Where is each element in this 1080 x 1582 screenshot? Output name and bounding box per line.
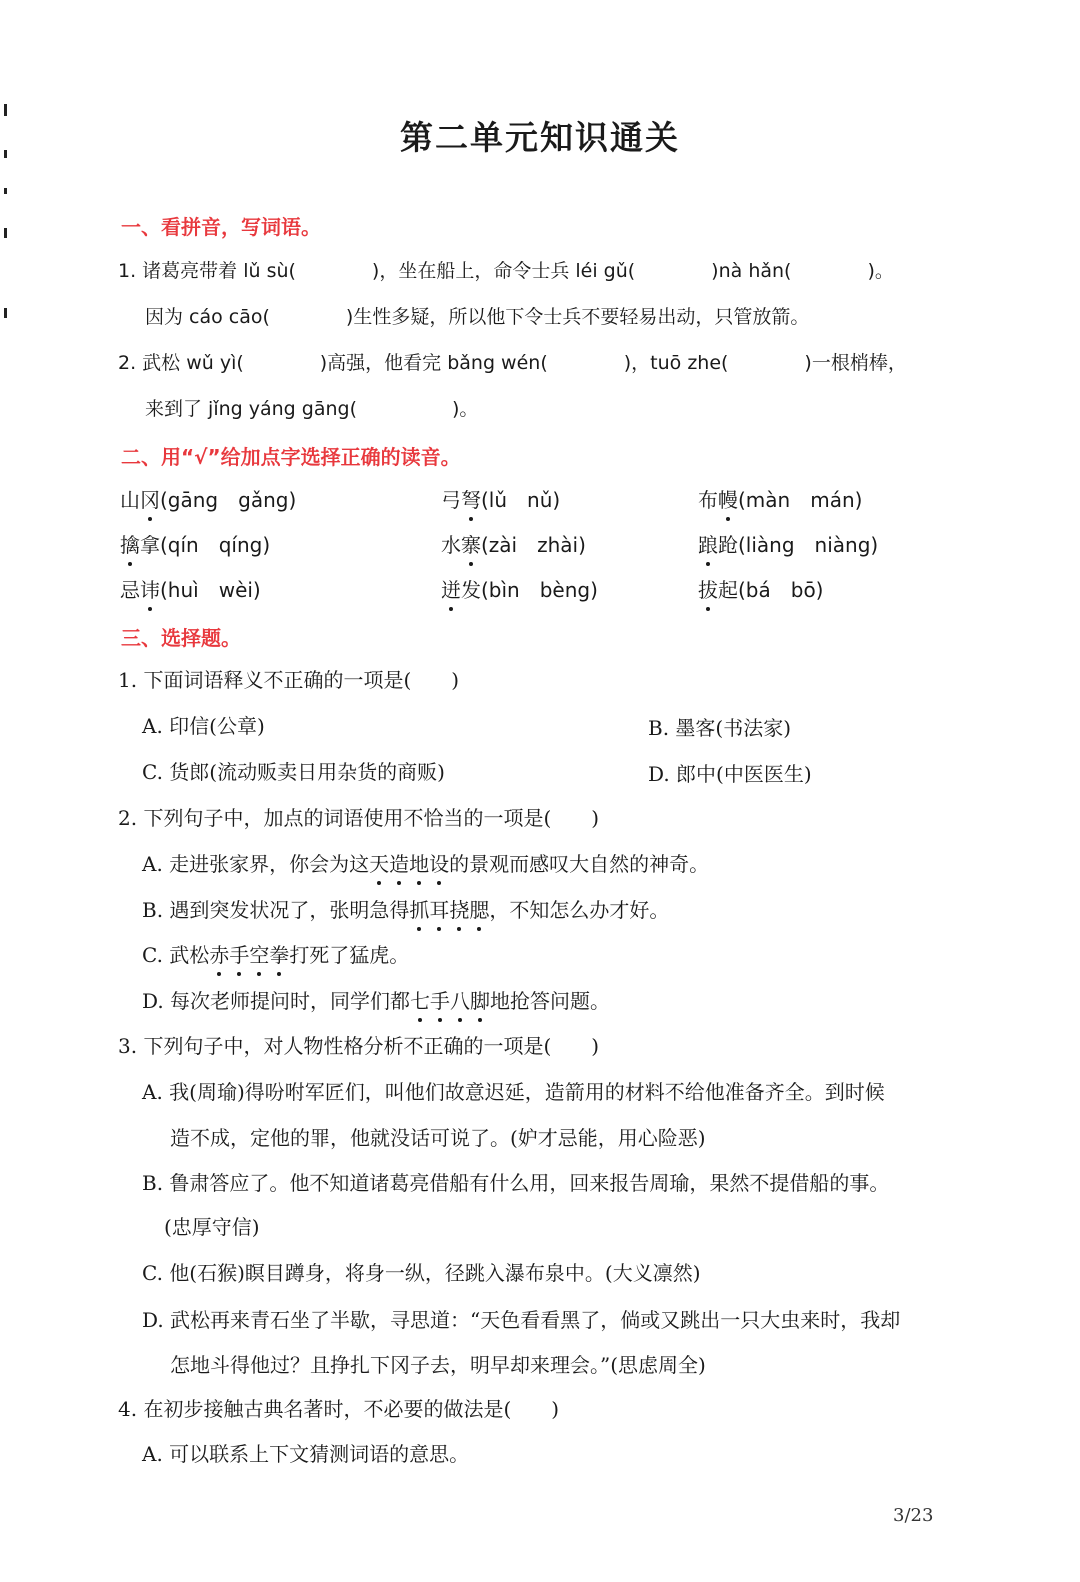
option-3-1-a: A. 印信(公章) — [142, 714, 265, 738]
pronunciation-item: 忌讳(huì wèi) — [120, 575, 261, 605]
option-3-2-a: A. 走进张家界，你会为这天造地设的景观而感叹大自然的神奇。 — [142, 849, 709, 879]
section-heading-pinyin: 一、看拼音，写词语。 — [121, 215, 321, 239]
question-1-1-line2: 因为 cáo cāo( )生性多疑，所以他下令士兵不要轻易出动，只管放箭。 — [145, 306, 810, 328]
question-1-2-line2: 来到了 jǐng yáng gāng( )。 — [145, 398, 479, 420]
option-3-2-b: B. 遇到突发状况了，张明急得抓耳挠腮，不知怎么办才好。 — [142, 895, 669, 925]
option-3-3-b-line1: B. 鲁肃答应了。他不知道诸葛亮借船有什么用，回来报告周瑜，果然不提借船的事。 — [142, 1171, 890, 1195]
option-3-2-c: C. 武松赤手空拳打死了猛虎。 — [142, 940, 409, 970]
pronunciation-item: 拔起(bá bō) — [698, 575, 824, 605]
option-3-3-d-line1: D. 武松再来青石坐了半歇，寻思道：“天色看看黑了，倘或又跳出一只大虫来时，我却 — [142, 1308, 901, 1332]
option-3-3-b-line2: (忠厚守信) — [164, 1215, 260, 1239]
option-3-3-c: C. 他(石猴)瞑目蹲身，将身一纵，径跳入瀑布泉中。(大义凛然) — [142, 1261, 701, 1285]
question-3-4: 4. 在初步接触古典名著时，不必要的做法是( ) — [118, 1397, 560, 1421]
section-heading-choice: 三、选择题。 — [121, 626, 241, 650]
option-3-1-c: C. 货郎(流动贩卖日用杂货的商贩) — [142, 760, 445, 784]
option-3-2-d: D. 每次老师提问时，同学们都七手八脚地抢答问题。 — [142, 986, 610, 1016]
binding-mark — [4, 308, 7, 318]
pronunciation-item: 弓弩(lǔ nǔ) — [441, 485, 560, 515]
binding-mark — [4, 228, 7, 238]
option-3-3-a-line2: 造不成，定他的罪，他就没话可说了。(妒才忌能，用心险恶) — [170, 1126, 706, 1150]
pronunciation-item: 布幔(màn mán) — [698, 485, 862, 515]
option-3-1-b: B. 墨客(书法家) — [648, 716, 792, 740]
question-1-1-line1: 1. 诸葛亮带着 lǔ sù( )，坐在船上，命令士兵 léi gǔ( )nà hǎn( )。 — [118, 260, 894, 282]
question-3-1: 1. 下面词语释义不正确的一项是( ) — [118, 668, 460, 692]
question-3-3: 3. 下列句子中，对人物性格分析不正确的一项是( ) — [118, 1034, 600, 1058]
pronunciation-item: 山冈(gāng gǎng) — [120, 485, 296, 515]
pronunciation-item: 水寨(zài zhài) — [441, 530, 586, 560]
page-number: 3/23 — [893, 1505, 934, 1526]
pronunciation-item: 踉跄(liàng niàng) — [698, 530, 878, 560]
binding-mark — [4, 188, 7, 194]
option-3-4-a: A. 可以联系上下文猜测词语的意思。 — [142, 1442, 470, 1466]
pronunciation-item: 擒拿(qín qíng) — [120, 530, 270, 560]
pronunciation-item: 迸发(bìn bèng) — [441, 575, 598, 605]
page-title: 第二单元知识通关 — [400, 118, 680, 157]
section-heading-pronunciation: 二、用“√”给加点字选择正确的读音。 — [121, 445, 461, 469]
question-1-2-line1: 2. 武松 wǔ yì( )高强，他看完 bǎng wén( )，tuō zhe( )一根梢棒， — [118, 352, 907, 374]
option-3-1-d: D. 郎中(中医医生) — [648, 762, 812, 786]
option-3-3-d-line2: 怎地斗得他过？且挣扎下冈子去，明早却来理会。”(思虑周全) — [170, 1353, 706, 1377]
option-3-3-a-line1: A. 我(周瑜)得吩咐军匠们，叫他们故意迟延，造箭用的材料不给他准备齐全。到时候 — [142, 1080, 885, 1104]
question-3-2: 2. 下列句子中，加点的词语使用不恰当的一项是( ) — [118, 806, 600, 830]
